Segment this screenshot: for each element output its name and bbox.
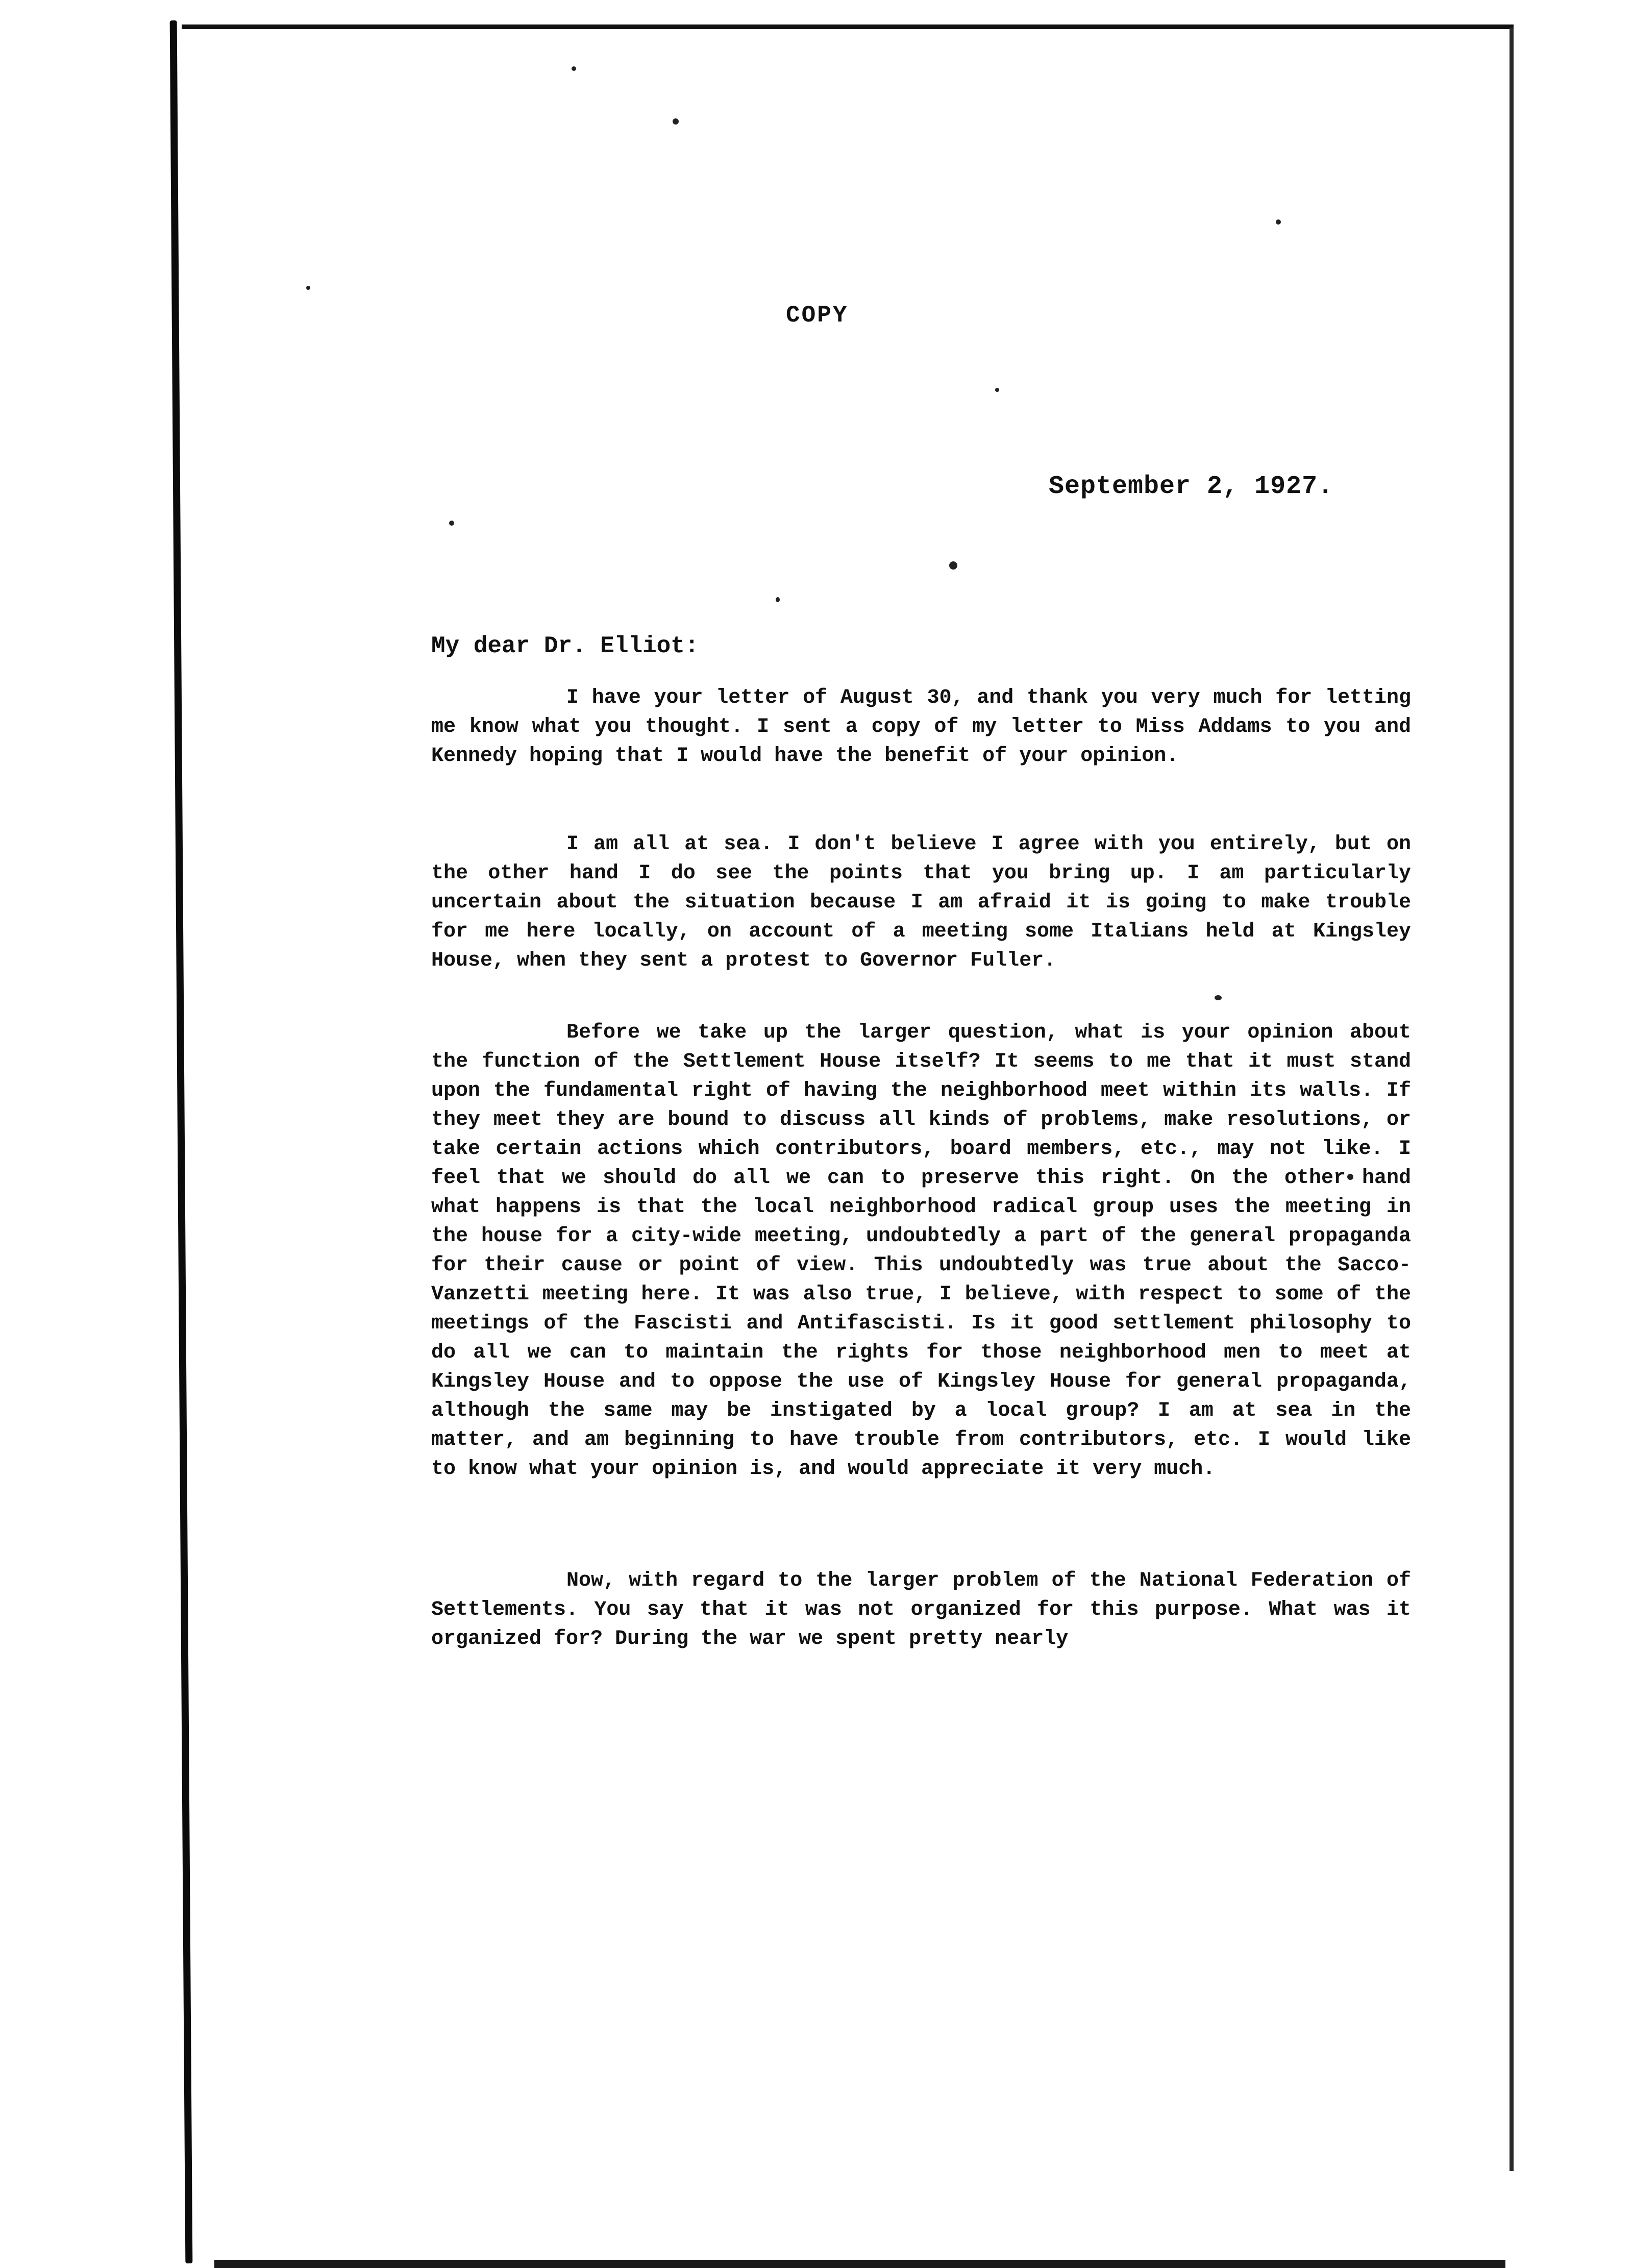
scan-border-top bbox=[182, 24, 1514, 29]
scan-border-bottom bbox=[214, 2260, 1505, 2268]
scan-speck bbox=[572, 66, 576, 71]
paragraph-text: I am all at sea. I don't believe I agree with you entirely, but on the other hand I do see the points that you bring up. I am particularly uncertain about the situation because I am afraid it is going to make trouble for me here locally, on account of a meeting some Italians held at Kingsley House, when they sent a protest to Governor Fuller. bbox=[431, 833, 1411, 972]
body-paragraph bbox=[431, 830, 1411, 975]
scan-speck bbox=[995, 388, 999, 392]
copy-mark: COPY bbox=[786, 302, 849, 329]
body-paragraph bbox=[431, 683, 1411, 771]
scan-border-right bbox=[1510, 28, 1514, 2171]
paragraph-text: Before we take up the larger question, what is your opinion about the function of the Settlement House itself? It seems to me that it must stand upon the fundamental right of having the neighborhood meet within its walls. If they meet they are bound to discuss all kinds of problems, make resolutions, or take certain actions which contributors, board members, etc., may not like. I feel that we should do all we can to preserve this right. On the other hand what happens is that the local neighborhood radical group uses the meeting in the house for a city-wide meeting, undoubtedly a part of the general propaganda for their cause or point of view. This undoubtedly was true about the Sacco-Vanzetti meeting here. It was also true, I believe, with respect to some of the meetings of the Fascisti and Antifascisti. Is it good settlement philosophy to do all we can to maintain the rights for those neighborhood men to meet at Kingsley House and to oppose the use of Kingsley House for general propaganda, although the same may be instigated by a local group? I am at sea in the matter, and am beginning to have trouble from contributors, etc. I would like to know what your opinion is, and would appreciate it very much. bbox=[431, 1021, 1411, 1481]
scan-speck bbox=[1215, 995, 1222, 1000]
scan-border-left bbox=[170, 20, 193, 2263]
scan-speck bbox=[306, 286, 310, 290]
scan-speck bbox=[1276, 219, 1281, 225]
scan-speck bbox=[776, 597, 780, 602]
scan-speck bbox=[449, 521, 454, 526]
paragraph-text: I have your letter of August 30, and thank you very much for letting me know what you thought. I sent a copy of my letter to Miss Addams to you and Kennedy hoping that I would have the benefit of your opinion. bbox=[431, 686, 1411, 768]
body-paragraph bbox=[431, 1018, 1411, 1484]
letter-date: September 2, 1927. bbox=[1049, 472, 1334, 501]
body-paragraph bbox=[431, 1566, 1411, 1654]
paragraph-text: Now, with regard to the larger problem of the National Federation of Settlements. You say that it was not organized for this purpose. What was it organized for? During the war we spent pretty nearly bbox=[431, 1569, 1411, 1650]
scan-speck bbox=[949, 561, 957, 570]
scan-speck bbox=[673, 118, 679, 125]
salutation: My dear Dr. Elliot: bbox=[431, 633, 699, 659]
